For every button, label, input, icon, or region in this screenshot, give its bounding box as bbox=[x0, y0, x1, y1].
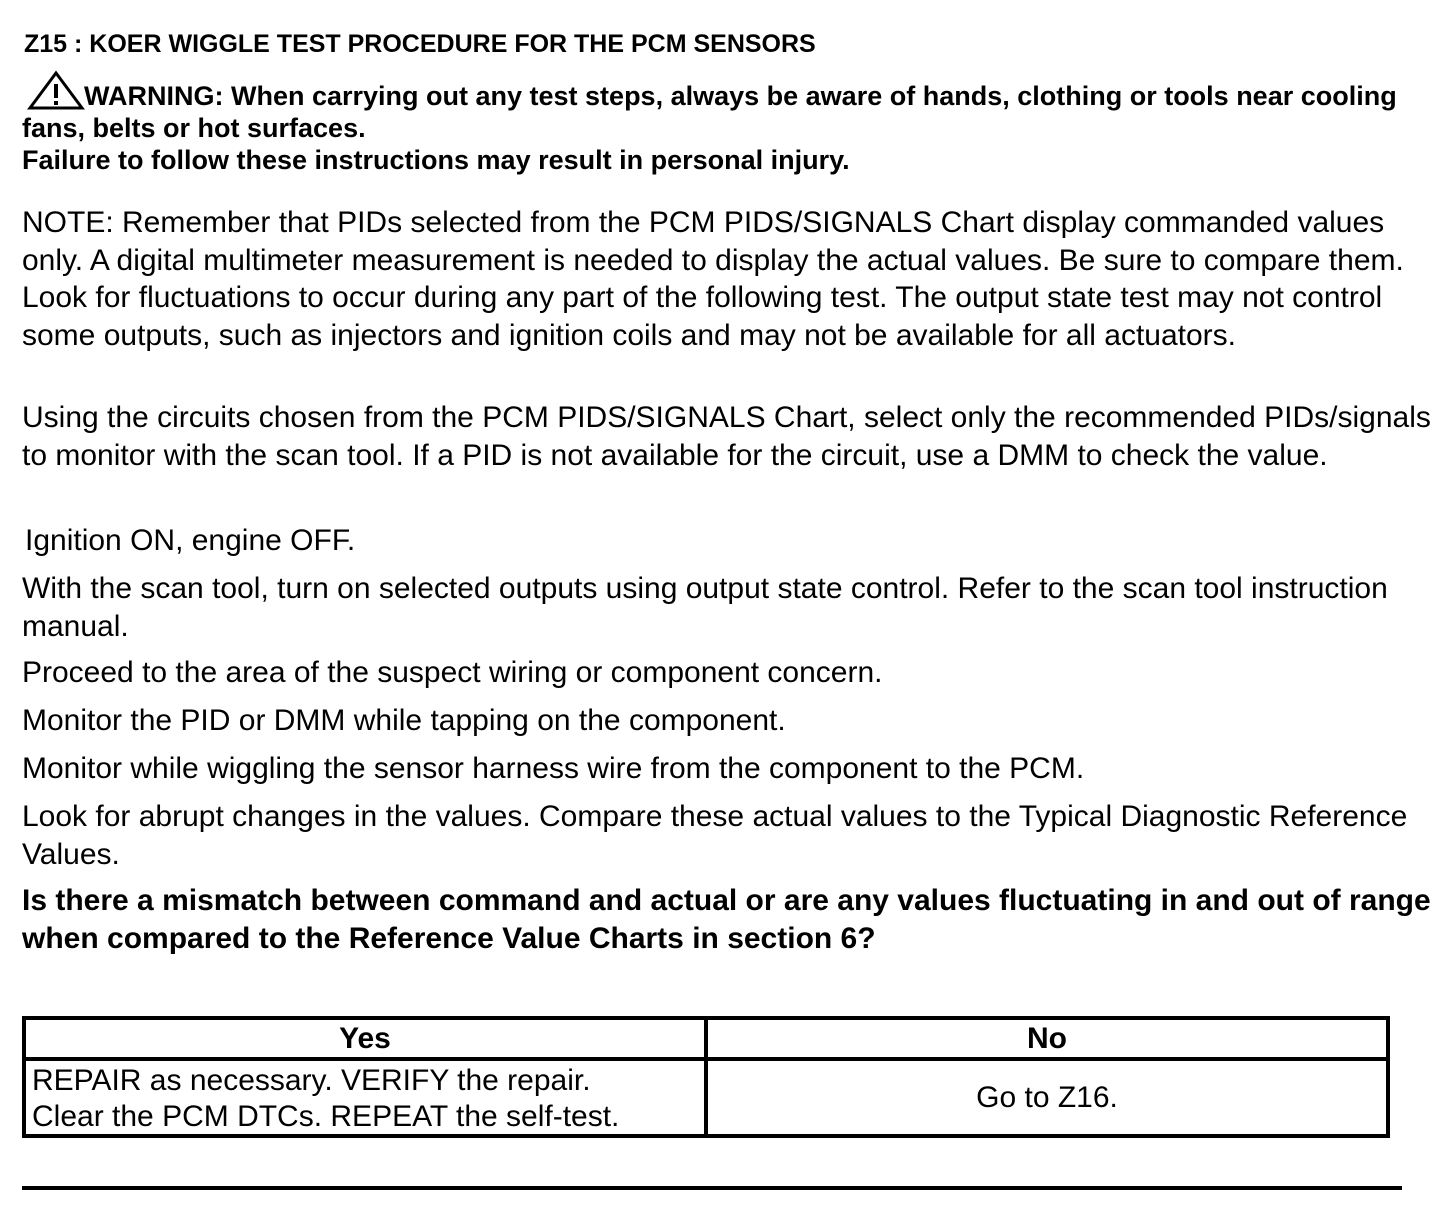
warning-block bbox=[22, 70, 1422, 176]
yes-header: Yes bbox=[26, 1020, 708, 1061]
yes-action bbox=[26, 1061, 708, 1135]
note-paragraph: NOTE: Remember that PIDs selected from the PCM PIDS/SIGNALS Chart display commanded values only. A digital multimeter measurement is needed to display the actual values. Be sure to compare them. Look for fluctuations to occur during any part of the following test. The output state test may not control some outputs, such as injectors and ignition coils and may not be available for all actuators. bbox=[22, 206, 1404, 352]
warning-triangle-icon bbox=[22, 70, 86, 112]
step-ignition: Ignition ON, engine OFF. bbox=[25, 524, 356, 557]
yes-action-line: REPAIR as necessary. VERIFY the repair. bbox=[32, 1064, 591, 1097]
bottom-divider bbox=[22, 1186, 1402, 1190]
section-title: Z15 : KOER WIGGLE TEST PROCEDURE FOR THE PCM SENSORS bbox=[24, 30, 816, 58]
step-select-pids: Using the circuits chosen from the PCM PIDS/SIGNALS Chart, select only the recommended PIDs/signals to monitor with the scan tool. If a PID is not available for the circuit, use a DMM to check the value. bbox=[22, 401, 1431, 472]
warning-text: WARNING: When carrying out any test steps, always be aware of hands, clothing or tools near cooling fans, belts or hot surfaces. bbox=[22, 81, 1397, 143]
yes-action-line: Clear the PCM DTCs. REPEAT the self-test. bbox=[32, 1100, 620, 1133]
decision-table bbox=[22, 1016, 1390, 1138]
step-proceed: Proceed to the area of the suspect wiring or component concern. bbox=[22, 656, 883, 689]
go-to-z16-link[interactable]: Go to Z16. bbox=[976, 1081, 1118, 1114]
step-output-state-control: With the scan tool, turn on selected outputs using output state control. Refer to the scan tool instruction manual. bbox=[22, 572, 1388, 643]
no-action bbox=[708, 1061, 1386, 1135]
step-look-for-changes: Look for abrupt changes in the values. Compare these actual values to the Typical Diagnostic Reference Values. bbox=[22, 800, 1408, 871]
no-header: No bbox=[708, 1020, 1386, 1061]
warning-consequence: Failure to follow these instructions may result in personal injury. bbox=[22, 145, 850, 175]
step-tapping: Monitor the PID or DMM while tapping on the component. bbox=[22, 704, 786, 737]
test-question: Is there a mismatch between command and actual or are any values fluctuating in and out of range when compared to the Reference Value Charts in section 6? bbox=[22, 884, 1431, 955]
step-wiggling: Monitor while wiggling the sensor harness wire from the component to the PCM. bbox=[22, 752, 1085, 785]
